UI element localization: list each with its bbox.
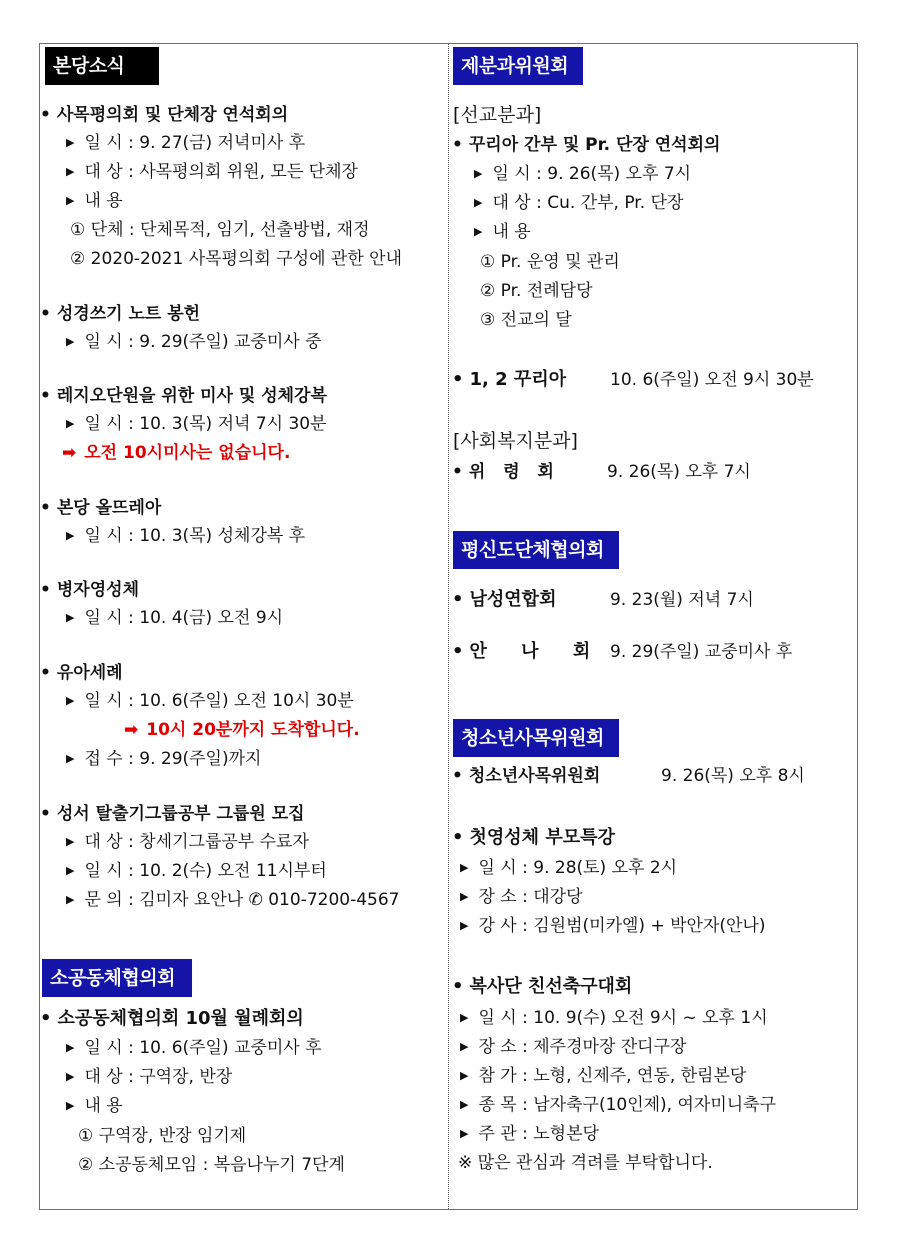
section-title: • 성서 탈출기그룹공부 그룹원 모집: [40, 804, 305, 824]
bullet-icon: •: [40, 105, 51, 125]
list-item: ▶ 일 시 : 10. 6(주일) 교중미사 후: [66, 1038, 322, 1058]
parish-news-header: 본당소식: [45, 47, 159, 85]
triangle-icon: ▶: [66, 694, 75, 707]
sub-item: ② 2020-2021 사목평의회 구성에 관한 안내: [70, 249, 402, 269]
list-item: ▶ 문 의 : 김미자 요안나 ✆ 010-7200-4567: [66, 890, 400, 910]
bullet-icon: •: [452, 976, 464, 997]
triangle-icon: ▶: [460, 919, 469, 932]
section-title: • 안 나 회: [452, 641, 605, 662]
section-title: • 꾸리아 간부 및 Pr. 단장 연석회의: [452, 135, 721, 155]
bullet-icon: •: [452, 827, 464, 848]
list-item: ▶ 일 시 : 9. 27(금) 저녁미사 후: [66, 133, 306, 153]
sub-item: ③ 전교의 달: [480, 310, 572, 330]
list-item: ▶ 내 용: [66, 1096, 123, 1116]
right-arrow-icon: ➡: [62, 443, 77, 463]
section-value: 9. 26(목) 오후 8시: [661, 766, 805, 786]
sub-item: ① Pr. 운영 및 관리: [480, 252, 620, 272]
triangle-icon: ▶: [66, 529, 75, 542]
section-title: • 소공동체협의회 10월 월례회의: [40, 1008, 304, 1029]
triangle-icon: ▶: [66, 611, 75, 624]
triangle-icon: ▶: [66, 835, 75, 848]
subsection-label: [사회복지분과]: [453, 430, 578, 452]
notice-note: ➡ 10시 20분까지 도착합니다.: [124, 720, 360, 740]
notice-note: ➡ 오전 10시미사는 없습니다.: [62, 443, 291, 463]
list-item: ▶ 주 관 : 노형본당: [460, 1124, 599, 1144]
list-item: ▶ 대 상 : 창세기그룹공부 수료자: [66, 832, 309, 852]
triangle-icon: ▶: [66, 335, 75, 348]
lay-council-header: 평신도단체협의회: [453, 531, 619, 569]
section-value: 9. 23(월) 저녁 7시: [610, 590, 754, 610]
section-title: • 성경쓰기 노트 봉헌: [40, 304, 201, 324]
bullet-icon: •: [452, 135, 463, 155]
sub-item: ① 단체 : 단체목적, 임기, 선출방법, 재정: [70, 220, 370, 240]
section-title: • 복사단 친선축구대회: [452, 976, 633, 997]
section-value: 9. 29(주일) 교중미사 후: [610, 642, 793, 662]
triangle-icon: ▶: [474, 196, 483, 209]
list-item: ▶ 일 시 : 10. 4(금) 오전 9시: [66, 608, 284, 628]
column-divider: [448, 44, 449, 1209]
sub-item: ① 구역장, 반장 임기제: [78, 1126, 247, 1146]
bullet-icon: •: [452, 462, 463, 482]
list-item: ▶ 일 시 : 10. 2(수) 오전 11시부터: [66, 861, 327, 881]
section-title: • 레지오단원을 위한 미사 및 성체강복: [40, 386, 327, 406]
list-item: ▶ 내 용: [474, 222, 531, 242]
section-title: • 병자영성체: [40, 580, 139, 600]
section-title: • 청소년사목위원회: [452, 766, 601, 786]
triangle-icon: ▶: [66, 1099, 75, 1112]
triangle-icon: ▶: [460, 1040, 469, 1053]
bullet-icon: •: [40, 804, 51, 824]
list-item: ▶ 일 시 : 10. 6(주일) 오전 10시 30분: [66, 691, 354, 711]
bullet-icon: •: [40, 580, 51, 600]
triangle-icon: ▶: [66, 165, 75, 178]
triangle-icon: ▶: [460, 1098, 469, 1111]
list-item: ▶ 종 목 : 남자축구(10인제), 여자미니축구: [460, 1095, 777, 1115]
right-arrow-icon: ➡: [124, 720, 139, 740]
list-item: ▶ 참 가 : 노형, 신제주, 연동, 한림본당: [460, 1066, 747, 1086]
triangle-icon: ▶: [66, 893, 75, 906]
section-title: • 남성연합회: [452, 589, 557, 610]
section-title: • 사목평의회 및 단체장 연석회의: [40, 105, 289, 125]
list-item: ▶ 일 시 : 10. 3(목) 성체강복 후: [66, 526, 306, 546]
footer-note: ※ 많은 관심과 격려를 부탁합니다.: [458, 1153, 713, 1173]
triangle-icon: ▶: [66, 752, 75, 765]
triangle-icon: ▶: [460, 861, 469, 874]
bullet-icon: •: [40, 386, 51, 406]
list-item: ▶ 대 상 : Cu. 간부, Pr. 단장: [474, 193, 684, 213]
section-title: • 본당 올뜨레아: [40, 498, 162, 518]
small-community-header: 소공동체협의회: [42, 959, 192, 997]
bullet-icon: •: [40, 304, 51, 324]
committees-header: 제분과위원회: [453, 47, 583, 85]
bullet-icon: •: [452, 369, 464, 390]
bullet-icon: •: [452, 766, 463, 786]
triangle-icon: ▶: [460, 1011, 469, 1024]
bullet-icon: •: [452, 641, 464, 662]
section-title: • 유아세례: [40, 663, 123, 683]
section-value: 9. 26(목) 오후 7시: [607, 462, 751, 482]
bullet-icon: •: [40, 1008, 52, 1029]
triangle-icon: ▶: [66, 1070, 75, 1083]
bullet-icon: •: [40, 498, 51, 518]
bullet-icon: •: [40, 663, 51, 683]
list-item: ▶ 강 사 : 김원범(미카엘) + 박안자(안나): [460, 916, 766, 936]
list-item: ▶ 일 시 : 10. 3(목) 저녁 7시 30분: [66, 414, 327, 434]
list-item: ▶ 일 시 : 10. 9(수) 오전 9시 ~ 오후 1시: [460, 1008, 768, 1028]
triangle-icon: ▶: [66, 417, 75, 430]
triangle-icon: ▶: [66, 864, 75, 877]
triangle-icon: ▶: [474, 167, 483, 180]
section-title: • 위 령 회: [452, 462, 560, 482]
triangle-icon: ▶: [66, 194, 75, 207]
triangle-icon: ▶: [66, 1041, 75, 1054]
list-item: ▶ 대 상 : 구역장, 반장: [66, 1067, 233, 1087]
bullet-icon: •: [452, 589, 464, 610]
youth-committee-header: 청소년사목위원회: [453, 719, 619, 757]
list-item: ▶ 장 소 : 대강당: [460, 887, 583, 907]
list-item: ▶ 대 상 : 사목평의회 위원, 모든 단체장: [66, 162, 358, 182]
sub-item: ② 소공동체모임 : 복음나누기 7단계: [78, 1155, 345, 1175]
section-value: 10. 6(주일) 오전 9시 30분: [610, 370, 814, 390]
list-item: ▶ 일 시 : 9. 29(주일) 교중미사 중: [66, 332, 322, 352]
subsection-label: [선교분과]: [453, 104, 542, 126]
list-item: ▶ 접 수 : 9. 29(주일)까지: [66, 749, 262, 769]
list-item: ▶ 장 소 : 제주경마장 잔디구장: [460, 1037, 687, 1057]
list-item: ▶ 내 용: [66, 191, 123, 211]
triangle-icon: ▶: [460, 890, 469, 903]
triangle-icon: ▶: [460, 1127, 469, 1140]
sub-item: ② Pr. 전례담당: [480, 281, 593, 301]
section-title: • 첫영성체 부모특강: [452, 827, 615, 848]
triangle-icon: ▶: [66, 136, 75, 149]
section-title: • 1, 2 꾸리아: [452, 369, 567, 390]
triangle-icon: ▶: [474, 225, 483, 238]
list-item: ▶ 일 시 : 9. 28(토) 오후 2시: [460, 858, 678, 878]
triangle-icon: ▶: [460, 1069, 469, 1082]
list-item: ▶ 일 시 : 9. 26(목) 오후 7시: [474, 164, 692, 184]
